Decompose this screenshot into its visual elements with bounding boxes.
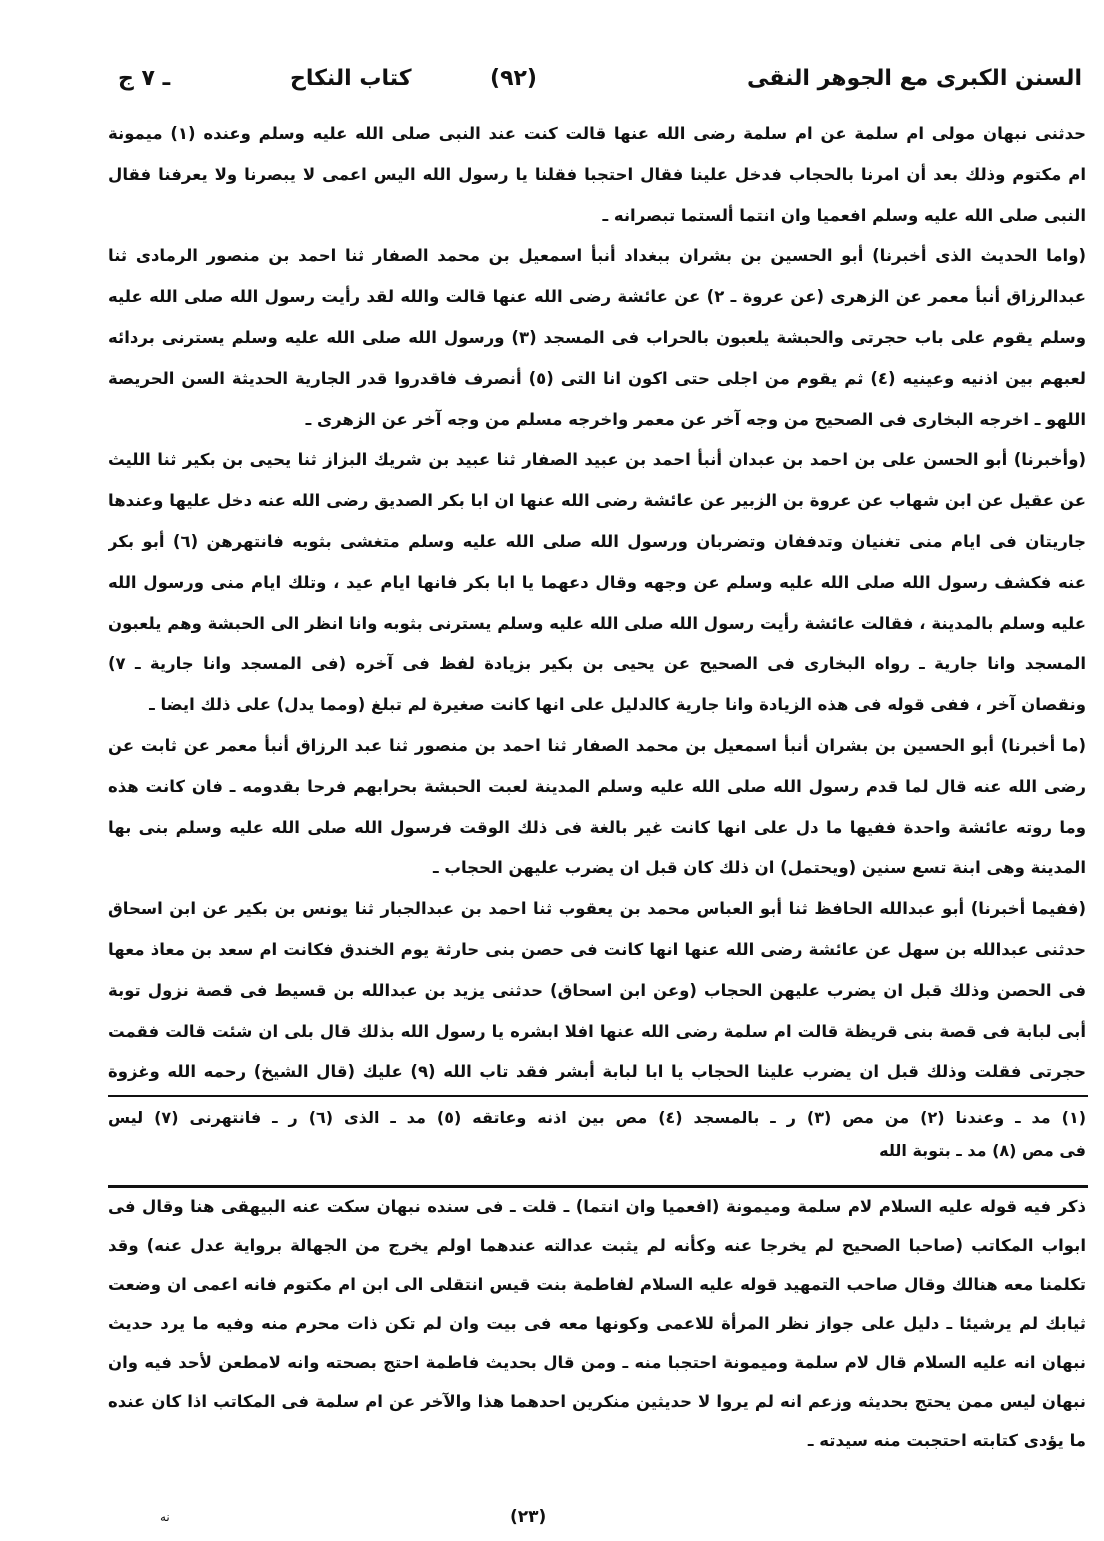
text-line: رضى الله عنه قال لما قدم رسول الله صلى الله عليه وسلم المدينة لعبت الحبشة بحرابهم فرحا بقدومه ـ فان كانت هذه: [108, 776, 1086, 796]
commentary-line: نبهان ليس ممن يحتج بحديثه وزعم انه لم يروا لا حديثين منكرين احدهما هذا والآخر عن ام سلمة فى المكاتب اذا كان عنده: [108, 1392, 1086, 1411]
commentary-line: ابواب المكاتب (صاحبا الصحيح لم يخرجا عنه وكأنه لم يثبت عدالته عندهما اولم يخرج من الجهالة برواية عدل عنه) وقد: [108, 1236, 1086, 1255]
text-line: ام مكتوم وذلك بعد أن امرنا بالحجاب فدخل علينا فقال احتجبا فقلنا يا رسول الله اليس اعمى لا يبصرنا ولا يعرفنا فقال: [108, 164, 1086, 184]
commentary-line: ثيابك لم يرشيئا ـ دليل على جواز نظر المرأة للاعمى وكونها معه فى بيت وان لم تكن ذات محرم منه وفيه ما يرد حديث: [108, 1314, 1086, 1333]
text-line: حدثنى عبدالله بن سهل عن عائشة رضى الله عنها انها كانت فى حصن بنى حارثة يوم الخندق فكانت ام سعد بن معاذ معها: [108, 940, 1086, 959]
text-line: المسجد وانا جارية ـ رواه البخارى فى الصحيح عن يحيى بن بكير بزيادة لفظ فى آخره (فى المسجد وانا جارية ـ ٧): [108, 654, 1086, 674]
commentary-line: ما يؤدى كتابته احتجبت منه سيدته ـ: [807, 1431, 1086, 1450]
footnote-divider: [108, 1095, 1088, 1097]
text-line: حجرتى فقلت وذلك قبل ان يضرب علينا الحجاب يا ابا لبابة أبشر فقد تاب الله (٩) عليك (قال الشيخ) رحمه الله وغزوة: [108, 1062, 1086, 1082]
text-line: وسلم يقوم على باب حجرتى والحبشة يلعبون بالحراب فى المسجد (٣) ورسول الله صلى الله عليه وسلم يسترنى بردائه: [108, 328, 1086, 347]
footnote-line: (١) مد ـ وعندنا (٢) من مص (٣) ر ـ بالمسجد (٤) مص بين اذنه وعاتقه (٥) مد ـ الذى (٦) ر ـ فانتهرنى (٧) ليس: [108, 1108, 1086, 1127]
commentary-line: نبهان انه عليه السلام قال لام سلمة وميمونة احتجبا منه ـ ومن قال بحديث فاطمة احتج بصحته وانه لامطعن لأحد فيه وان: [108, 1353, 1086, 1372]
text-line: وما روته عائشة واحدة ففيها ما دل على انها كانت غير بالغة فى ذلك الوقت فرسول الله صلى الله عليه وسلم بنى بها: [108, 817, 1086, 837]
text-line: (واما الحديث الذى أخبرنا) أبو الحسين بن بشران ببغداد أنبأ اسمعيل بن محمد الصفار ثنا احمد بن منصور الرمادى ثنا: [108, 246, 1086, 266]
text-line: أبى لبابة فى قصة بنى قريظة قالت ام سلمة رضى الله عنها افلا ابشره يا رسول الله بذلك قال بلى ان شئت قالت فقمت: [108, 1021, 1086, 1041]
signature-mark: نه: [160, 1510, 170, 1524]
text-line: (ما أخبرنا) أبو الحسين بن بشران أنبأ اسمعيل بن محمد الصفار ثنا احمد بن منصور ثنا عبد الرزاق أنبأ معمر عن ثابت عن: [108, 736, 1086, 755]
text-line: النبى صلى الله عليه وسلم افعميا وان انتما ألستما تبصرانه ـ: [602, 205, 1086, 225]
page-number-footer: (٢٣): [510, 1507, 547, 1527]
text-line: اللهو ـ اخرجه البخارى فى الصحيح من وجه آخر عن معمر واخرجه مسلم من وجه آخر عن الزهرى ـ: [305, 409, 1086, 429]
text-line: المدينة وهى ابنة تسع سنين (ويحتمل) ان ذلك كان قبل ان يضرب عليهن الحجاب ـ: [432, 858, 1086, 878]
text-line: (ففيما أخبرنا) أبو عبدالله الحافظ ثنا أبو العباس محمد بن يعقوب ثنا احمد بن عبدالجبار ثنا يونس بن بكير عن ابن اسحاق: [108, 899, 1086, 919]
commentary-line: ذكر فيه قوله عليه السلام لام سلمة وميمونة (افعميا وان انتما) ـ قلت ـ فى سنده نبهان سكت عنه البيهقى هنا وقال فى: [108, 1197, 1086, 1216]
chapter-title: كتاب النكاح: [290, 66, 412, 91]
commentary-divider: [108, 1185, 1088, 1188]
text-line: عن عقيل عن ابن شهاب عن عروة بن الزبير عن عائشة رضى الله عنها ان ابا بكر الصديق رضى الله عنه دخل عليها وعندها: [108, 491, 1086, 511]
text-line: عليه وسلم بالمدينة ، فقالت عائشة رأيت رسول الله صلى الله عليه وسلم يسترنى بثوبه وانا انظر الى الحبشة وهم يلعبون: [108, 613, 1086, 633]
text-line: حدثنى نبهان مولى ام سلمة عن ام سلمة رضى الله عنها قالت كنت عند النبى صلى الله عليه وسلم وعنده (١) ميمونة: [108, 124, 1086, 143]
text-line: (وأخبرنا) أبو الحسن على بن احمد بن عبدان أنبأ احمد بن عبيد الصفار ثنا عبيد بن شريك البزاز ثنا يحيى بن بكير ثنا الليث: [108, 450, 1086, 470]
footnote-line: فى مص (٨) مد ـ بتوبة الله: [879, 1141, 1086, 1160]
text-line: فى الحصن وذلك قبل ان يضرب عليهن الحجاب (وعن ابن اسحاق) حدثنى يزيد بن عبدالله بن قسيط فى قصة نزول توبة: [108, 980, 1086, 1000]
text-line: ونقصان آخر ، ففى قوله فى هذه الزيادة وانا جارية كالدليل على انها كانت صغيرة لم تبلغ (ومما يدل) على ذلك ايضا ـ: [149, 695, 1086, 715]
text-line: جاريتان فى ايام منى تغنيان وتدففان وتضربان ورسول الله صلى الله عليه وسلم متغشى بثوبه فانتهرهن (٦) أبو بكر: [108, 532, 1086, 551]
text-line: عبدالرزاق أنبأ معمر عن الزهرى (عن عروة ـ ٢) عن عائشة رضى الله عنها قالت والله لقد رأيت رسول الله صلى الله عليه: [108, 287, 1086, 307]
text-line: عنه فكشف رسول الله صلى الله عليه وسلم عن وجهه وقال دعهما يا ابا بكر فانها ايام عيد ، وتلك ايام منى ورسول الله: [108, 572, 1086, 592]
book-title: السنن الكبرى مع الجوهر النقى: [747, 66, 1082, 91]
commentary-line: تكلمنا معه هنالك وقال صاحب التمهيد قوله عليه السلام لفاطمة بنت قيس انتقلى الى ابن ام مكتوم فانه اعمى ان وضعت: [108, 1275, 1086, 1294]
page-number-header: (٩٢): [490, 66, 537, 91]
text-line: لعبهم بين اذنيه وعينيه (٤) ثم يقوم من اجلى حتى اكون انا التى (٥) أنصرف فاقدروا قدر الجارية الحديثة السن الحريصة: [108, 368, 1086, 388]
volume-label: ـ ٧ ج: [118, 66, 171, 91]
